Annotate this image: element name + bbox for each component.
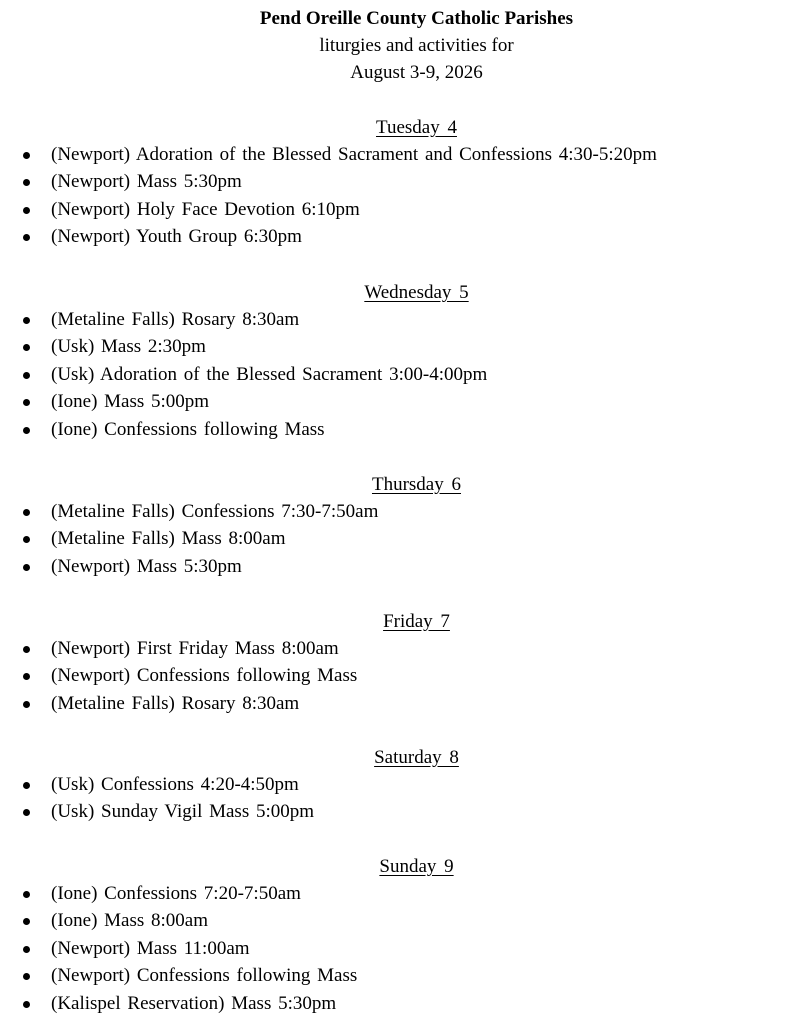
bulletin-header xyxy=(0,5,811,86)
list-item: (Kalispel Reservation) Mass 5:30pm xyxy=(0,990,811,1017)
event-list xyxy=(0,771,811,826)
event-list xyxy=(0,141,811,251)
list-item: (Usk) Confessions 4:20-4:50pm xyxy=(0,771,811,798)
list-item: (Newport) Youth Group 6:30pm xyxy=(0,223,811,250)
list-item: (Ione) Mass 5:00pm xyxy=(0,388,811,415)
list-item: (Metaline Falls) Rosary 8:30am xyxy=(0,306,811,333)
list-item: (Usk) Adoration of the Blessed Sacrament 3:00-4:00pm xyxy=(0,361,811,388)
list-item: (Newport) Holy Face Devotion 6:10pm xyxy=(0,196,811,223)
page-title: Pend Oreille County Catholic Parishes xyxy=(259,8,574,29)
day-section-wednesday xyxy=(0,279,811,443)
day-heading: Thursday 6 xyxy=(371,474,461,495)
day-heading: Saturday 8 xyxy=(374,747,459,768)
day-section-tuesday xyxy=(0,114,811,251)
day-heading: Tuesday 4 xyxy=(376,117,457,138)
day-heading: Sunday 9 xyxy=(379,856,454,877)
day-section-saturday xyxy=(0,744,811,826)
list-item: (Ione) Confessions 7:20-7:50am xyxy=(0,880,811,907)
day-section-sunday xyxy=(0,853,811,1017)
list-item: (Usk) Mass 2:30pm xyxy=(0,333,811,360)
event-list xyxy=(0,306,811,443)
list-item: (Newport) Confessions following Mass xyxy=(0,962,811,989)
day-section-thursday xyxy=(0,471,811,580)
list-item: (Newport) Mass 11:00am xyxy=(0,935,811,962)
list-item: (Newport) Confessions following Mass xyxy=(0,662,811,689)
page-subtitle: liturgies and activities for xyxy=(319,35,514,56)
event-list xyxy=(0,880,811,1017)
list-item: (Metaline Falls) Confessions 7:30-7:50am xyxy=(0,498,811,525)
list-item: (Metaline Falls) Mass 8:00am xyxy=(0,525,811,552)
list-item: (Newport) First Friday Mass 8:00am xyxy=(0,635,811,662)
list-item: (Ione) Confessions following Mass xyxy=(0,416,811,443)
day-heading: Friday 7 xyxy=(383,611,450,632)
date-range: August 3-9, 2026 xyxy=(350,62,483,83)
list-item: (Metaline Falls) Rosary 8:30am xyxy=(0,690,811,717)
list-item: (Usk) Sunday Vigil Mass 5:00pm xyxy=(0,798,811,825)
list-item: (Newport) Mass 5:30pm xyxy=(0,168,811,195)
event-list xyxy=(0,635,811,717)
event-list xyxy=(0,498,811,580)
day-section-friday xyxy=(0,608,811,717)
list-item: (Ione) Mass 8:00am xyxy=(0,907,811,934)
list-item: (Newport) Mass 5:30pm xyxy=(0,553,811,580)
day-heading: Wednesday 5 xyxy=(364,282,469,303)
list-item: (Newport) Adoration of the Blessed Sacrament and Confessions 4:30-5:20pm xyxy=(0,141,811,168)
